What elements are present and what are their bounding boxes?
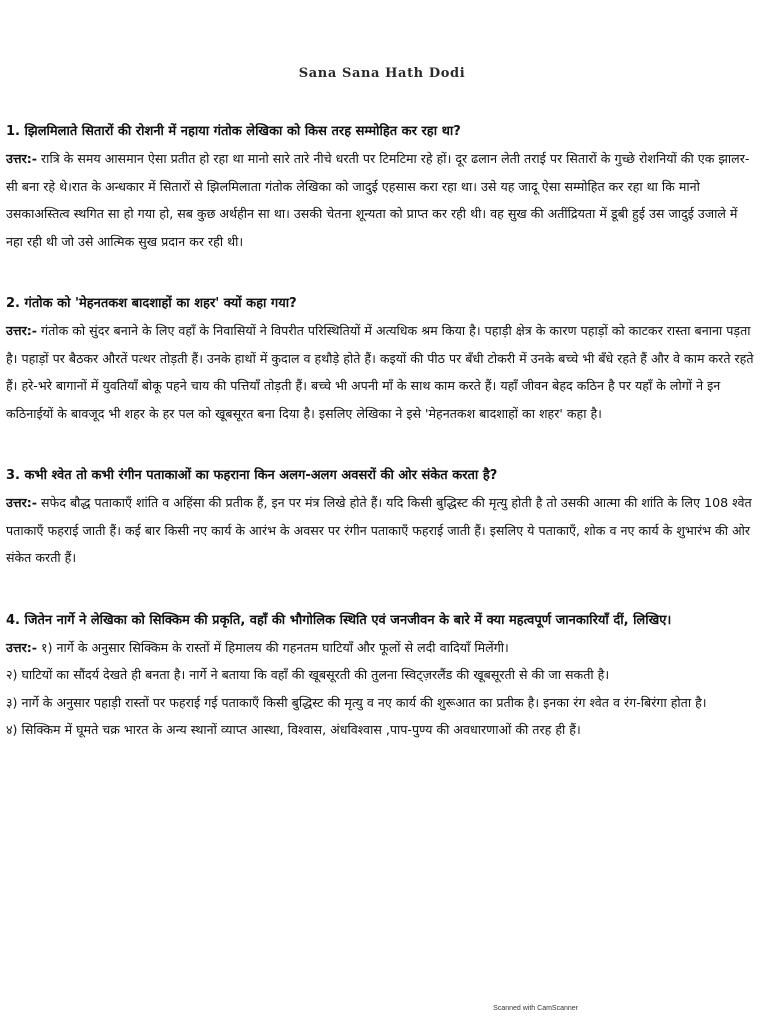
answer-text xyxy=(6,489,758,572)
answer-list-item: ३) नार्गे के अनुसार पहाड़ी रास्तों पर फहराई गई पताकाएँ किसी बुद्धिस्ट की मृत्यु व नए कार्य की शुरूआत का प्रतीक है। इनका रंग श्वेत व रंग-बिरंगा होता है। xyxy=(6,694,707,710)
answer-label: उत्तर:- xyxy=(6,323,38,338)
answer-list-item: २) घाटियों का सौंदर्य देखते ही बनता है। नार्गे ने बताया कि वहाँ की खूबसूरती की तुलना स्विट्ज़रलैंड की खूबसूरती से की जा सकती है। xyxy=(6,667,610,682)
document-title: Sana Sana Hath Dodi xyxy=(298,66,466,81)
answer-list-text: १) नार्गे के अनुसार सिक्किम के रास्तों में हिमालय की गहनतम घाटियाँ और फूलों से लदी वादियाँ मिलेंगी। xyxy=(37,639,509,655)
answer-body: रात्रि के समय आसमान ऐसा प्रतीत हो रहा था मानो सारे तारे नीचे धरती पर टिमटिमा रहे हों। दूर ढलान लेती तराई पर सितारों के गुच्छे रोशनियों की एक झालर-सी बना रहे थे।रात के अन्धकार में सितारों से झिलमिलाता गंतोक लेखिका को जादुई एहसास करा रहा था। उसे यह जादू ऐसा सम्मोहित कर रहा था कि मानो उसकाअस्तित्व स्थगित सा हो गया हो, सब कुछ अर्थहीन सा था। उसकी चेतना शून्यता को प्राप्त कर रही थी। वह सुख की अतींद्रियता में डूबी हुई उस जादुई उजाले में नहा रही थी जो उसे आत्मिक सुख प्रदान कर रही थी। xyxy=(6,151,750,249)
question-text: 4. जितेन नार्गे ने लेखिका को सिक्किम की प्रकृति, वहाँ की भौगोलिक स्थिति एवं जनजीवन के बारे में क्या महत्वपूर्ण जानकारियाँ दीं, लिखिए। xyxy=(6,612,672,628)
answer-text xyxy=(6,317,758,427)
question-block-1 xyxy=(6,121,758,255)
scanner-watermark: Scanned with CamScanner xyxy=(493,1005,578,1012)
answer-list-item: ४) सिक्किम में घूमते चक्र भारत के अन्य स्थानों व्याप्त आस्था, विश्वास, अंधविश्वास ,पाप-पुण्य की अवधारणाओं की तरह ही हैं। xyxy=(6,722,581,737)
answer-text xyxy=(6,145,758,255)
answer-label: उत्तर:- xyxy=(6,151,38,166)
answer-label: उत्तर:- xyxy=(6,639,38,655)
answer-body: गंतोक को सुंदर बनाने के लिए वहाँ के निवासियों ने विपरीत परिस्थितियों में अत्यधिक श्रम किया है। पहाड़ी क्षेत्र के कारण पहाड़ों को काटकर रास्ता बनाना पड़ता है। पहाड़ों पर बैठकर औरतें पत्थर तोड़ती हैं। उनके हाथों में कुदाल व हथौड़े होते हैं। कइयों की पीठ पर बँधी टोकरी में उनके बच्चे भी बँधे रहते हैं और वे काम करते रहते हैं। हरे-भरे बागानों में युवतियाँ बोकू पहने चाय की पत्तियाँ तोड़ती हैं। बच्चे भी अपनी माँ के साथ काम करते हैं। यहाँ जीवन बेहद कठिन है पर यहाँ के लोगों ने इन कठिनाईयों के बावजूद भी शहर के हर पल को खूबसूरत बना दिया है। इसलिए लेखिका ने इसे 'मेहनतकश बादशाहों का शहर' कहा है। xyxy=(6,323,754,421)
question-text: 3. कभी श्वेत तो कभी रंगीन पताकाओं का फहराना किन अलग-अलग अवसरों की ओर संकेत करता है? xyxy=(6,468,498,483)
answer-label: उत्तर:- xyxy=(6,495,38,510)
question-block-3 xyxy=(6,465,758,572)
question-block-2 xyxy=(6,293,758,427)
question-block-4 xyxy=(6,610,758,744)
answer-list-item xyxy=(6,634,758,662)
question-text: 1. झिलमिलाते सितारों की रोशनी में नहाया गंतोक लेखिका को किस तरह सम्मोहित कर रहा था? xyxy=(6,124,461,139)
answer-body: सफेद बौद्ध पताकाएँ शांति व अहिंसा की प्रतीक हैं, इन पर मंत्र लिखे होते हैं। यदि किसी बुद्धिस्ट की मृत्यु होती है तो उसकी आत्मा की शांति के लिए 108 श्वेत पताकाएँ फहराई जाती हैं। कई बार किसी नए कार्य के आरंभ के अवसर पर रंगीन पताकाएँ फहराई जाती हैं। इसलिए ये पताकाएँ, शोक व नए कार्य के शुभारंभ की ओर संकेत करती हैं। xyxy=(6,495,752,565)
question-text: 2. गंतोक को 'मेहनतकश बादशाहों का शहर' क्यों कहा गया? xyxy=(6,296,297,311)
